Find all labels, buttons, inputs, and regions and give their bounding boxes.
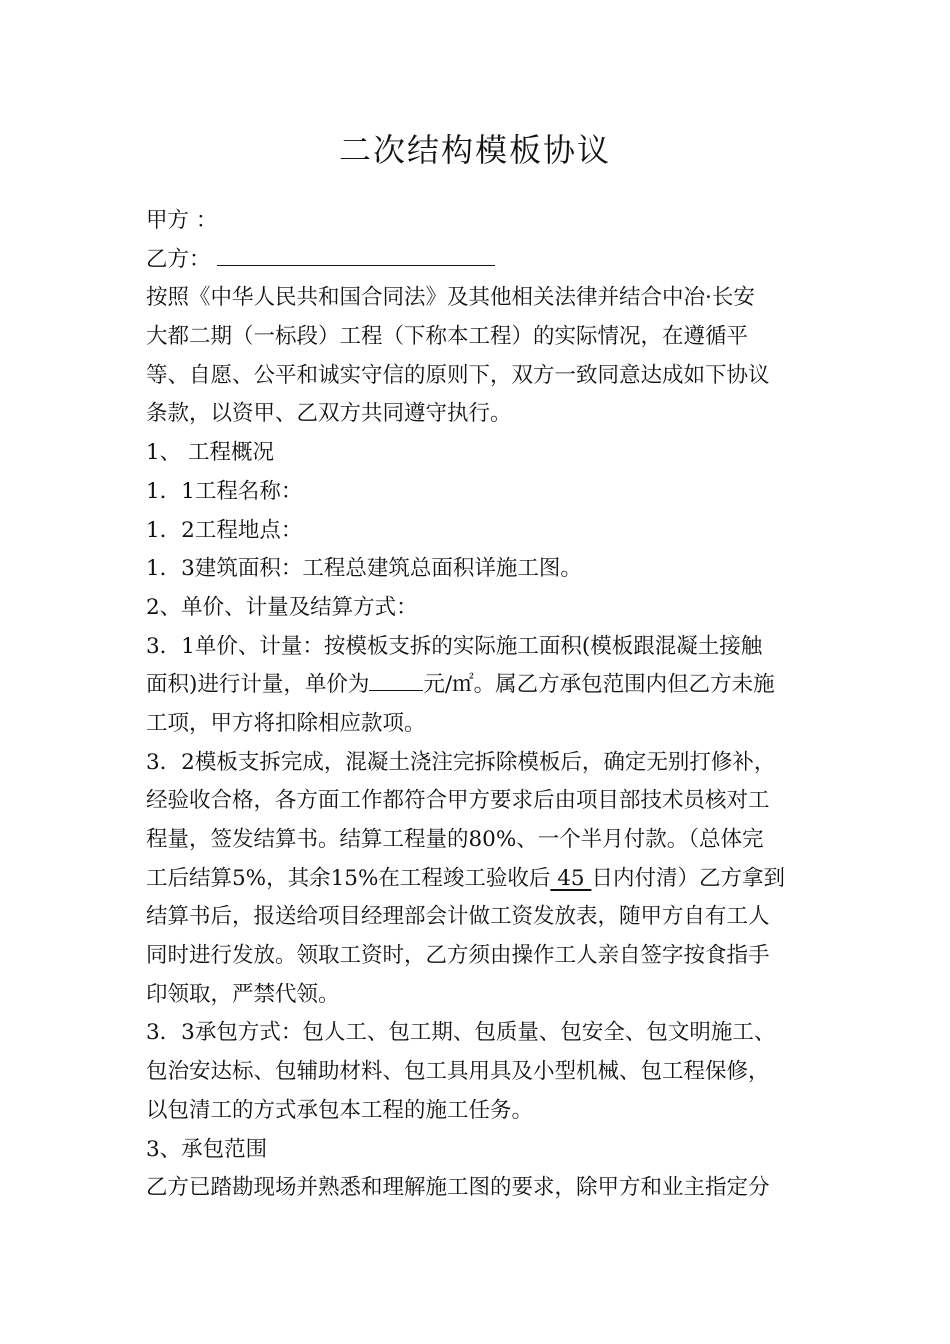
payment-days-value: 45 [550,865,592,891]
price-text-after: 元/㎡。属乙方承包范围内但乙方未施 [423,672,775,698]
section-heading: 1、 工程概况 [146,440,275,466]
party-b-line [146,241,811,280]
document-title: 二次结构模板协议 [338,131,611,169]
payment-text-after: 日内付清）乙方拿到 [591,865,785,891]
clause-line: 3．2模板支拆完成，混凝土浇注完拆除模板后，确定无别打修补， [146,749,776,775]
clause-line: 乙方已踏勘现场并熟悉和理解施工图的要求，除甲方和业主指定分 [146,1175,770,1201]
price-text-before: 面积)进行计量，单价为 [146,672,370,698]
clause-line [146,666,811,705]
clause-line [146,860,811,899]
clause-line: 程量，签发结算书。结算工程量的80%、一个半月付款。（总体完 [146,827,764,852]
clause-line: 经验收合格，各方面工作都符合甲方要求后由项目部技术员核对工 [146,788,770,814]
clause-line: 工项，甲方将扣除相应款项。 [146,710,426,736]
payment-text-before: 工后结算5%，其余15%在工程竣工验收后 [146,865,551,891]
clause-line: 1．3建筑面积：工程总建筑总面积详施工图。 [146,556,582,582]
section-heading: 2、单价、计量及结算方式： [146,594,418,620]
text-line: 大都二期（一标段）工程（下称本工程）的实际情况，在遵循平 [146,324,749,350]
party-a-line [146,202,811,241]
text-line: 等、自愿、公平和诚实守信的原则下，双方一致同意达成如下协议 [146,362,770,388]
clause-line: 包治安达标、包辅助材料、包工具用具及小型机械、包工程保修， [146,1059,770,1085]
text-line: 按照《中华人民共和国合同法》及其他相关法律并结合中冶·长安 [146,285,755,311]
clause-line: 1．1工程名称： [146,478,303,504]
party-b-blank [217,241,495,266]
clause-line: 印领取，严禁代领。 [146,981,340,1007]
party-a-label: 甲方 ： [146,208,218,233]
party-b-label: 乙方： [146,246,211,272]
text-line: 条款，以资甲、乙双方共同遵守执行。 [146,401,512,427]
clause-line: 1．2工程地点： [146,517,303,543]
document-body [146,202,811,1208]
clause-line: 同时进行发放。领取工资时，乙方须由操作工人亲自签字按食指手 [146,943,770,969]
clause-line: 以包清工的方式承包本工程的施工任务。 [146,1097,534,1123]
section-heading: 3、承包范围 [146,1136,268,1162]
price-blank [369,666,423,691]
clause-line: 3．3承包方式：包人工、包工期、包质量、包安全、包文明施工、 [146,1020,776,1046]
clause-line: 3．1单价、计量：按模板支拆的实际施工面积(模板跟混凝土接触 [146,633,763,659]
clause-line: 结算书后，报送给项目经理部会计做工资发放表，随甲方自有工人 [146,904,770,930]
